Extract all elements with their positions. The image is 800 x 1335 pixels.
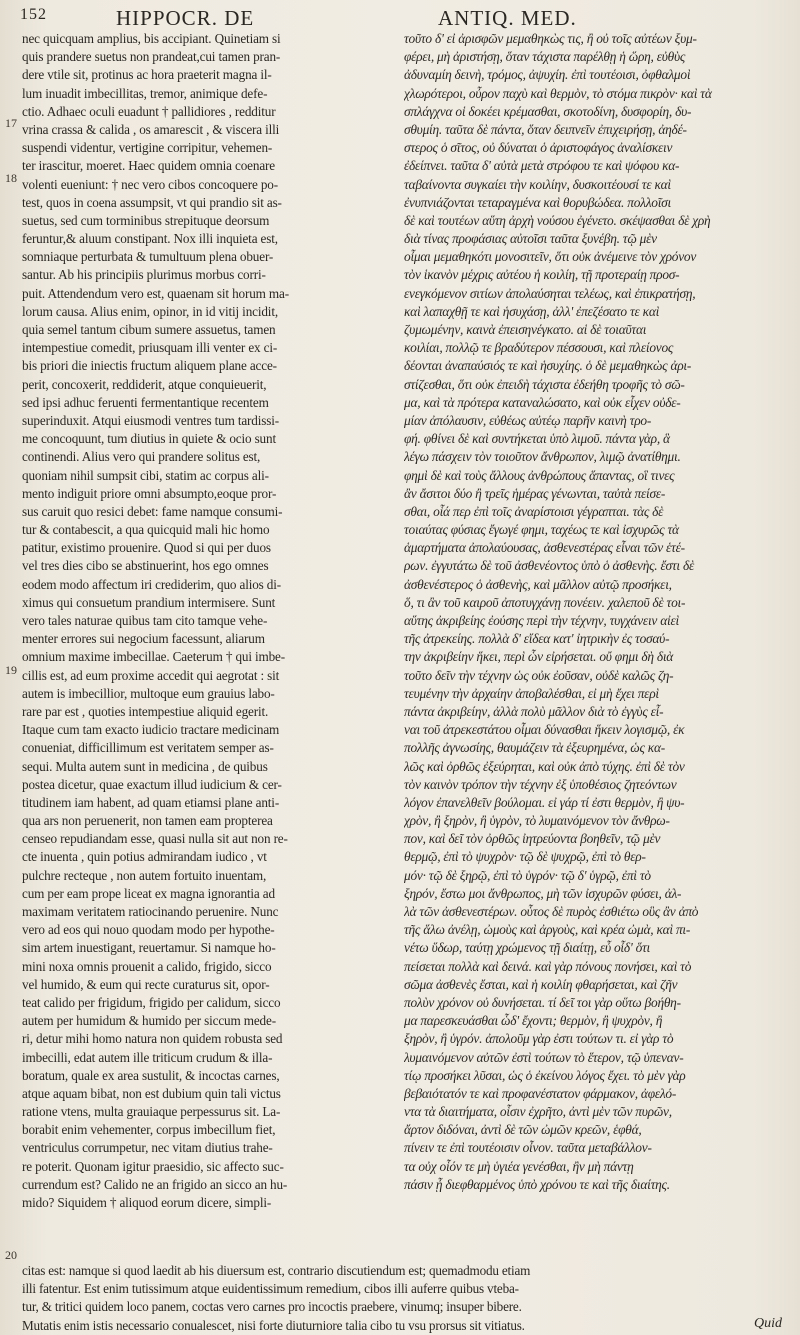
latin-text-line: ri, detur mihi homo natura non quidem robusta sed [22, 1031, 283, 1047]
latin-text-line: pulchre recteque , non autem fortuito inuentam, [22, 867, 267, 883]
latin-text-line: sus caruit quo resici debet: fame namque consumi- [22, 503, 283, 519]
latin-text-line: ter irascitur, moeret. Haec quidem omnia coenare [22, 158, 275, 174]
greek-text-line: χρὸν, ἢ ξηρὸν, ἢ ὑγρὸν, τὸ λυμαινόμενον τὸν ἄνθρω- [404, 813, 670, 829]
greek-text-line: λὰ τῶν ἀσθενεστέρων. οὗτος δὲ πυρὸς ἐσθιέτω οὓς ἂν ἀπὸ [404, 904, 699, 919]
latin-text-line: cte inuenta , quin potius admirandam iudico , vt [22, 849, 267, 865]
latin-text-line: teat calido per frigidum, frigido per calidum, sicco [22, 994, 281, 1010]
greek-text-line: φή. φθίνει δὲ καὶ συντήκεται ὑπὸ λιμοῦ. πάντα γὰρ, ἃ [404, 431, 670, 447]
greek-text-line: ρων. ἐγγυτάτω δὲ τοῦ ἀσθενέοντος ὑπὸ ὁ ἀσθενὴς. ἔστι δὲ [404, 558, 694, 574]
latin-text-line: mento indiguit priore omni absumpto,eoque pror- [22, 485, 277, 501]
greek-text-line: την ἀκριβείην ἥκει, περὶ ὧν εἰρήσεται. οὔ φημι δὴ διὰ [404, 649, 674, 665]
greek-text-line: τὸν καινὸν τρόπον τὴν τέχνην ἐξ ὑποθέσιος ζητεόντων [404, 776, 677, 792]
greek-text-line: λέγω πάσχειν τὸν τοιοῦτον ἄνθρωπον, λιμῷ ἀνατίθημι. [404, 449, 681, 465]
latin-text-line: rare par est , quoties intempestiue aliquid egerit. [22, 703, 269, 719]
latin-text-line: perit, concoxerit, reddiderit, atque conquieuerit, [22, 376, 267, 392]
latin-text-line: boratum, quale ex area sustulit, & incoctas carnes, [22, 1067, 280, 1083]
latin-text-line: borabit enim vehementer, corpus imbecillum fiet, [22, 1122, 276, 1138]
greek-text-line: τα οὐχ οἷόν τε μὴ ὑγιέα γενέσθαι, ἢν μὴ πάντῃ [404, 1158, 634, 1174]
greek-text-line: τῆς ἅλω ἀνέλῃ, ὠμοὺς καὶ ἀργοὺς, καὶ κρέα ὠμὰ, καὶ πι- [404, 922, 691, 938]
latin-text-line: me concoquunt, tum diutius in quiete & ocio sunt [22, 431, 276, 447]
greek-text-line: φημὶ δὲ καὶ τοὺς ἄλλους ἀνθρώπους ἅπαντας, οἳ τινες [404, 467, 675, 483]
latin-text-line: postea dicetur, quae exactum illud iudicium & cer- [22, 776, 282, 792]
greek-text-line: λυμαινόμενον αὐτῶν ἐστὶ τούτων τὸ ἕτερον, τῷ ὑπεναν- [404, 1049, 684, 1065]
latin-text-line: intempestiue comedit, priusquam illi venter ex ci- [22, 340, 278, 356]
margin-note-20: 20 [5, 1248, 17, 1262]
greek-text-line: στίζεσθαι, ὅτι οὐκ ἐπειδὴ τάχιστα ἐδεήθη τροφῆς τὸ σῶ- [404, 376, 685, 392]
greek-text-line: πάσιν ᾖ διεφθαρμένος ὑπὸ χρόνου τε καὶ τῆς διαίτης. [404, 1176, 670, 1192]
greek-text-line: λῶς καὶ ὀρθῶς ἐξεύρηται, καὶ οὐκ ἀπὸ τύχης. ἐπὶ δὲ τὸν [404, 758, 685, 774]
greek-text-line: κοιλίαι, πολλῷ τε βραδύτερον πέσσουσι, καὶ πλείονος [404, 340, 674, 356]
latin-text-line: suetus, sed cum torminibus strepituque deorsum [22, 212, 270, 228]
greek-text-line: πολὺν χρόνον οὐ δυνήσεται. τί δεῖ τοι γὰρ οὕτω βοήθη- [404, 994, 681, 1010]
latin-text-line: vel humido, & eum qui recte curaturus sit, opor- [22, 976, 270, 992]
greek-text-line: καὶ λαπαχθῇ τε καὶ ἡσυχάσῃ, ἀλλ' ἐπεζέσατο τε καὶ [404, 303, 660, 319]
latin-text-line: quis prandere suetus non prandeat,cui tamen pran- [22, 49, 281, 65]
greek-text-line: μίαν ἀπόλαυσιν, εὐθέως αὐτέῳ παρῆν καινὴ τρο- [404, 412, 652, 428]
latin-text-line: menter errores sui negocium facessunt, aliarum [22, 631, 265, 647]
greek-text-line: τίῳ προσήκει λῦσαι, ὡς ὁ ἐκείνου λόγος ἔχει. τὸ μὲν γὰρ [404, 1067, 686, 1083]
latin-text-line: autem per humidum & humido per siccum mede- [22, 1013, 276, 1029]
latin-text-line: tur & contabescit, a qua quicquid mali hic homo [22, 522, 270, 538]
latin-text-line: test, quos in coena assumpsit, vt qui prandio sit as- [22, 194, 282, 210]
latin-text-line: somniaque perturbata & tumultuum plena obuer- [22, 249, 274, 265]
latin-text-line: mini noxa omnis prouenit a calido, frigido, sicco [22, 958, 272, 974]
greek-text-line: λόγον ἐπανελθεῖν βούλομαι. εἰ γάρ τί ἐστι θερμὸν, ἢ ψυ- [404, 794, 685, 810]
greek-text-line: ἐδείπνει. ταῦτα δ' αὐτὰ μετὰ στρόφου τε καὶ ψόφου κα- [404, 158, 680, 174]
latin-text-line: vel tres dies cibo se abstinuerint, hos ego omnes [22, 558, 269, 574]
latin-text-line: ratione vtens, multa grauiaque perpessurus sit. La- [22, 1104, 281, 1120]
greek-text-line: δέονται ἀναπαύσιός τε καὶ ἡσυχίης. ὁ δὲ μεμαθηκὼς ἀρι- [404, 358, 692, 374]
latin-text-line: quoniam nihil sumpsit cibi, statim ac corpus ali- [22, 467, 269, 483]
greek-text-line: μόν· τῷ δὲ ξηρῷ, ἐπὶ τὸ ὑγρόν· τῷ δ' ὑγρῷ, ἐπὶ τὸ [404, 867, 651, 883]
greek-text-line: πάντα ἀκριβείην, ἀλλὰ πολὺ μᾶλλον διὰ τὸ ἐγγὺς εἶ- [404, 703, 664, 719]
latin-text-line: currendum est? Calido ne an frigido an sicco an hu- [22, 1176, 288, 1192]
header-title-right: ANTIQ. MED. [438, 6, 577, 30]
greek-text-line: ενεγκόμενον σιτίων ἀπολαύσηται τελέως, καὶ ἐπικρατήσῃ, [404, 285, 696, 301]
latin-text-line: Itaque cum tam exacto iudicio tractare medicinam [22, 722, 280, 738]
greek-text-line: αὕτης ἀκριβείης ἐούσης περὶ τὴν τέχνην, τυγχάνειν αἰεὶ [404, 613, 679, 628]
latin-text-line: censeo repudiandam esse, quasi nulla sit aut non re- [22, 831, 288, 847]
catchword: Quid [754, 1316, 782, 1331]
greek-text-line: ταβαίνοντα συγκαίει τὴν κοιλίην, δυσκοιτέουσί τε καὶ [404, 176, 671, 192]
greek-text-line: σθυμίη. ταῦτα δὲ πάντα, ὅταν δειπνεῖν ἐπιχειρήσῃ, ἀηδέ- [404, 121, 687, 137]
latin-text-line: vero tales naturae quibus tam cito tamque vehe- [22, 613, 268, 628]
latin-text-line: sed ipsi adhuc feruenti fermentantique recentem [22, 394, 269, 410]
latin-text-line: qua ars non peruenerit, non tamen eam propterea [22, 813, 273, 829]
latin-text-line: santur. Ab his principiis plurimus morbus corri- [22, 267, 266, 283]
margin-note-17: 17 [5, 116, 17, 130]
greek-text-line: ἐνυπνιάζονται τεταραγμένα καὶ θορυβώδεα. πολλοῖσι [404, 194, 671, 210]
latin-text-line: superinduxit. Atqui eiusmodi ventres tum tardissi- [22, 412, 279, 428]
latin-text-line: titudinem iam habent, ad quam etiamsi plane anti- [22, 794, 280, 810]
latin-text-line: imbecilli, edat autem ille triticum crudum & illa- [22, 1049, 273, 1065]
latin-text-line: puit. Attendendum vero est, quaenam sit horum ma- [22, 285, 289, 301]
latin-text-line: lum inuadit imbecillitas, tremor, animique defe- [22, 85, 268, 101]
greek-text-line: ἀσθενέστερος ὁ ἀσθενὴς, καὶ μᾶλλον αὐτῷ προσήκει, [404, 576, 672, 592]
bottom-full-width-text [22, 1262, 784, 1335]
latin-text-line: mido? Siquidem † aliquod eorum dicere, simpli- [22, 1195, 272, 1210]
greek-text-line: ναι τοῦ ἀτρεκεστάτου οἶμαι δύνασθαι ἥκειν λογισμῷ, ἐκ [404, 722, 685, 738]
greek-text-line: ἁμαρτήματα ἀπολαύουσας, ἀσθενεστέρας εἶναι τῶν ἑτέ- [404, 540, 685, 556]
greek-column [404, 30, 784, 1194]
latin-text-line: vrina crassa & calida , os amarescit , & viscera illi [22, 121, 280, 137]
greek-text-line: μα παρεσκευάσθαι ὧδ' ἔχοντι; θερμὸν, ἢ ψυχρὸν, ἢ [404, 1013, 663, 1029]
greek-text-line: ἂν ἄσιτοι δύο ἢ τρεῖς ἡμέρας γένωνται, ταὐτὰ πείσε- [404, 485, 666, 501]
greek-text-line: ἀδυναμίη δεινὴ, τρόμος, ἀψυχίη. ἐπὶ τουτέοισι, ὀφθαλμοὶ [404, 67, 691, 83]
greek-text-line: σθαι, οἷά περ ἐπὶ τοῖς ἀναρίστοισι γέγραπται. τὰς δὲ [404, 503, 664, 519]
greek-text-line: τοιαύτας φύσιας ἔγωγέ φημι, ταχέως τε καὶ ἰσχυρῶς τὰ [404, 522, 679, 538]
latin-column [22, 30, 392, 1212]
bottom-text-line: citas est: namque si quod laedit ab his diuersum est, contrario discutiendum est; quemadmodu etiam [22, 1263, 531, 1278]
greek-text-line: νέτω ὕδωρ, ταύτῃ χρώμενος τῇ διαίτῃ, εὖ οἶδ' ὅτι [404, 940, 651, 956]
running-header [20, 6, 788, 28]
latin-text-line: ventriculus corrumpetur, nec vitam diutius trahe- [22, 1140, 273, 1156]
greek-text-line: ξηρόν, ἔστω μοι ἄνθρωπος, μὴ τῶν ἰσχυρῶν φύσει, ἀλ- [404, 885, 682, 901]
latin-text-line: ximus qui consuetum prandium intermisere. Sunt [22, 594, 276, 610]
greek-text-line: διὰ τίνας προφάσιας αὐτοῖσι ταῦτα ξυνέβη. τῷ μὲν [404, 231, 657, 247]
latin-text-line: sim artem inuestigant, reuertamur. Si namque ho- [22, 940, 276, 956]
latin-text-line: feruntur,& aluum constipant. Nox illi inquieta est, [22, 231, 278, 247]
latin-text-line: conueniat, difficillimum est veritatem semper as- [22, 740, 274, 756]
page-number: 152 [20, 6, 47, 23]
greek-text-line: θερμῷ, ἐπὶ τὸ ψυχρὸν· τῷ δὲ ψυχρῷ, ἐπὶ τὸ θερ- [404, 849, 646, 865]
latin-text-line: dere vtile sit, protinus ac hora praeterit magna il- [22, 67, 272, 83]
latin-text-line: bis priori die iniectis fructum aliquem plane acce- [22, 358, 277, 374]
greek-text-line: τῆς ἀτρεκείης. πολλὰ δ' εἴδεα κατ' ἰητρικὴν ἐς τοσαύ- [404, 631, 670, 647]
greek-text-line: φέρει, μὴ ἀριστήσῃ, ὅταν τάχιστα παρέλθῃ ἡ ὥρη, εὐθὺς [404, 49, 686, 65]
greek-text-line: ὅ, τι ἂν τοῦ καιροῦ ἀποτυγχάνῃ πονέειν. χαλεποῦ δὲ τοι- [404, 594, 686, 610]
margin-note-19: 19 [5, 663, 17, 677]
latin-text-line: nec quicquam amplius, bis accipiant. Quinetiam si [22, 31, 281, 46]
greek-text-line: ξηρὸν, ἢ ὑγρόν. ἀπολοῦμ γὰρ ἐστι τούτων τι. εἰ γὰρ τὸ [404, 1031, 674, 1047]
greek-text-line: δὲ καὶ τουτέων αὕτη ἀρχὴ νούσου ἐγένετο. σκέψασθαι δὲ χρὴ [404, 212, 711, 228]
greek-text-line: πίνειν τε ἐπὶ τουτέοισιν οἶνον. ταῦτα μεταβάλλον- [404, 1140, 652, 1156]
greek-text-line: πον, καὶ δεῖ τὸν ὀρθῶς ἰητρεύοντα βοηθεῖν, τῷ μὲν [404, 831, 661, 847]
latin-text-line: vero ad eos qui nouo quodam modo per hypothe- [22, 922, 275, 938]
latin-text-line: re poterit. Quonam igitur praesidio, sic affecto suc- [22, 1158, 284, 1174]
latin-text-line: eodem modo affectum iri crediderim, quo alios di- [22, 576, 282, 592]
latin-text-line: continendi. Alius vero qui prandere solitus est, [22, 449, 261, 465]
greek-text-line: τὸν ἱκανὸν μέχρις αὐτέου ἡ κοιλίη, τῇ προτεραίῃ προσ- [404, 267, 680, 283]
greek-text-line: τοῦτο δ' εἰ ἀρισφῶν μεμαθηκὼς τις, ἢ οὐ τοῖς αὐτέων ξυμ- [404, 31, 697, 46]
greek-text-line: στερος ὁ σῖτος, οὐ δύναται ὁ ἀριστοφάγος ἀναλίσκειν [404, 140, 673, 156]
latin-text-line: omnium maxime imbecillae. Caeterum † qui imbe- [22, 649, 286, 665]
greek-text-line: πολλῆς ἀγνωσίης, θαυμάζειν τὰ ἐξευρημένα, ὡς κα- [404, 740, 665, 756]
latin-text-line: atque aquam bibat, non est dubium quin tali victus [22, 1085, 281, 1101]
latin-text-line: cillis est, ad eum proxime accedit qui aegrotat : sit [22, 667, 280, 683]
latin-text-line: volenti eueniunt: † nec vero cibos concoquere po- [22, 176, 278, 192]
latin-text-line: suspendi videntur, vertigine corripitur, vehemen- [22, 140, 273, 156]
header-title-left: HIPPOCR. DE [116, 6, 255, 30]
greek-text-line: ντα τὰ διαιτήματα, οἷσιν ἐχρῆτο, ἀντὶ μὲν τῶν πυρῶν, [404, 1104, 672, 1120]
latin-text-line: quia semel tantum cibum sumere assuetus, tamen [22, 322, 276, 337]
greek-text-line: μα, καὶ τὰ πρότερα καταναλώσατο, καὶ οὐκ εἶχεν οὐδε- [404, 394, 681, 410]
bottom-text-line: Mutatis enim istis necessario conualescet, nisi forte diuturniore talia cibo tu vsu prorsus sit vitiatus. [22, 1317, 525, 1333]
greek-text-line: ἄρτον διδόναι, ἀντὶ δὲ τῶν ὠμῶν κρεῶν, ἑφθά, [404, 1122, 642, 1138]
greek-text-line: σῶμα ἀσθενὲς ἔσται, καὶ ἡ κοιλίη φθαρήσεται, καὶ ζῆν [404, 976, 678, 992]
greek-text-line: οἶμαι μεμαθηκότι μονοσιτεῖν, ὅτι οὐκ ἀνέμεινε τὸν χρόνον [404, 249, 697, 265]
greek-text-line: τευμένην τὴν ἀρχαίην ἀποβαλέσθαι, εἰ μὴ ἔχει περὶ [404, 685, 659, 701]
latin-text-line: maximam veritatem ratiocinando peruenire. Nunc [22, 904, 279, 919]
greek-text-line: τοῦτο δεῖν τὴν τέχνην ὡς οὐκ ἐοῦσαν, οὐδὲ καλῶς ζη- [404, 667, 674, 683]
latin-text-line: autem is imbecillior, multoque eum grauius labo- [22, 685, 275, 701]
greek-text-line: σπλάγχνα οἱ δοκέει κρέμασθαι, σκοτοδίνη, δυσφορίη, δυ- [404, 103, 692, 119]
latin-text-line: sequi. Multa autem sunt in medicina , de quibus [22, 758, 268, 774]
greek-text-line: χλωρότεροι, οὖρον παχὺ καὶ θερμὸν, τὸ στόμα πικρὸν· καὶ τὰ [404, 85, 712, 101]
margin-note-18: 18 [5, 171, 17, 185]
latin-text-line: cum per eam prope liceat ex magna ignorantia ad [22, 885, 275, 901]
bottom-text-line: tur, & tritici quidem loco panem, coctas vero carnes pro incoctis praebere, vinumq; insuper bibere. [22, 1299, 522, 1315]
latin-text-line: lorum causa. Alius enim, opinor, in id vitij incidit, [22, 303, 278, 319]
greek-text-line: βεβαιότατόν τε καὶ προφανέστατον φάρμακον, ἀφελό- [404, 1085, 677, 1101]
bottom-text-line: illi fatentur. Est enim tutissimum atque euidentissimum remedium, cibos illi auferre quibus vteba- [22, 1281, 519, 1297]
greek-text-line: πείσεται πολλὰ καὶ δεινά. καὶ γὰρ πόνους πονήσει, καὶ τὸ [404, 958, 692, 974]
latin-text-line: patitur, existimo prouenire. Quod si qui per duos [22, 540, 271, 556]
latin-text-line: ctio. Adhaec oculi euadunt † pallidiores , redditur [22, 103, 276, 119]
greek-text-line: ζυμωμένην, καινὰ ἐπεισηνέγκατο. αἱ δὲ τοιαῦται [404, 322, 647, 337]
